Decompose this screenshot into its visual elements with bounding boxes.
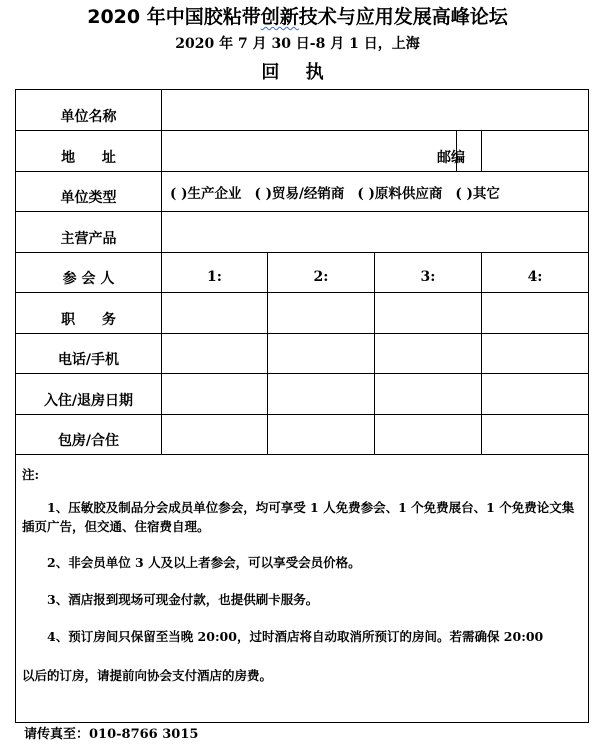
checkin-1-field[interactable] bbox=[162, 374, 268, 415]
room-type-3-field[interactable] bbox=[375, 415, 482, 455]
phone-1-field[interactable] bbox=[162, 334, 268, 374]
receipt-form-table bbox=[15, 89, 589, 723]
room-type-4-field[interactable] bbox=[482, 415, 589, 455]
checkin-dates-label: 入住/退房日期 bbox=[16, 374, 162, 415]
room-type-label: 包房/合住 bbox=[16, 415, 162, 455]
page-title bbox=[0, 4, 595, 30]
note-item-3: 3、酒店报到现场可现金付款，也提供刷卡服务。 bbox=[47, 592, 319, 607]
main-products-label: 主营产品 bbox=[16, 212, 162, 253]
title-suffix: 技术与应用发展高峰论坛 bbox=[298, 6, 508, 28]
note-item-4-continued: 以后的订房，请提前向协会支付酒店的房费。 bbox=[22, 668, 273, 683]
company-name-field[interactable] bbox=[162, 90, 589, 131]
position-4-field[interactable] bbox=[482, 293, 589, 334]
company-type-options bbox=[162, 172, 589, 212]
attendee-3-field[interactable]: 3: bbox=[375, 253, 482, 293]
position-3-field[interactable] bbox=[375, 293, 482, 334]
fax-number: 请传真至：010-8766 3015 bbox=[24, 727, 199, 742]
attendees-label: 参 会 人 bbox=[16, 253, 162, 293]
phone-2-field[interactable] bbox=[268, 334, 375, 374]
option-material-supplier[interactable]: ( )原料供应商 bbox=[357, 186, 443, 202]
room-type-2-field[interactable] bbox=[268, 415, 375, 455]
attendee-2-field[interactable]: 2: bbox=[268, 253, 375, 293]
row-position bbox=[16, 293, 589, 334]
notes-section bbox=[16, 455, 589, 723]
checkin-3-field[interactable] bbox=[375, 374, 482, 415]
row-notes bbox=[16, 455, 589, 723]
postal-code-cell[interactable] bbox=[437, 131, 589, 172]
checkin-2-field[interactable] bbox=[268, 374, 375, 415]
row-main-products bbox=[16, 212, 589, 253]
postal-code-label: 邮编 bbox=[437, 150, 465, 166]
row-attendees bbox=[16, 253, 589, 293]
company-type-label: 单位类型 bbox=[16, 172, 162, 212]
event-date-location: 2020 年 7 月 30 日-8 月 1 日，上海 bbox=[175, 36, 420, 52]
main-products-field[interactable] bbox=[162, 212, 589, 253]
option-other[interactable]: ( )其它 bbox=[455, 186, 500, 202]
position-2-field[interactable] bbox=[268, 293, 375, 334]
notes-heading: 注: bbox=[22, 467, 40, 482]
row-room-type bbox=[16, 415, 589, 455]
position-1-field[interactable] bbox=[162, 293, 268, 334]
option-manufacturer[interactable]: ( )生产企业 bbox=[170, 186, 242, 202]
note-item-2: 2、非会员单位 3 人及以上者参会，可以享受会员价格。 bbox=[47, 555, 361, 570]
row-company-name bbox=[16, 90, 589, 131]
row-company-type bbox=[16, 172, 589, 212]
phone-3-field[interactable] bbox=[375, 334, 482, 374]
room-type-1-field[interactable] bbox=[162, 415, 268, 455]
phone-label: 电话/手机 bbox=[16, 334, 162, 374]
title-underlined-word: 创新 bbox=[260, 6, 299, 28]
title-prefix: 2020 年中国胶粘带 bbox=[87, 6, 261, 28]
position-label: 职 务 bbox=[16, 293, 162, 334]
note-item-1: 1、压敏胶及制品分会成员单位参会，均可享受 1 人免费参会、1 个免费展台、1 个免费论文集插页广告，但交通、住宿费自理。 bbox=[22, 500, 575, 534]
attendee-1-field[interactable]: 1: bbox=[162, 253, 268, 293]
note-item-4: 4、预订房间只保留至当晚 20:00，过时酒店将自动取消所预订的房间。若需确保 20:00 bbox=[47, 629, 544, 644]
phone-4-field[interactable] bbox=[482, 334, 589, 374]
option-trader[interactable]: ( )贸易/经销商 bbox=[254, 186, 345, 202]
checkin-4-field[interactable] bbox=[482, 374, 589, 415]
form-heading: 回 执 bbox=[261, 62, 334, 83]
row-address bbox=[16, 131, 589, 172]
attendee-4-field[interactable]: 4: bbox=[482, 253, 589, 293]
company-name-label: 单位名称 bbox=[16, 90, 162, 131]
row-phone bbox=[16, 334, 589, 374]
address-label: 地 址 bbox=[16, 131, 162, 172]
row-checkin-dates bbox=[16, 374, 589, 415]
address-field[interactable] bbox=[162, 131, 457, 172]
